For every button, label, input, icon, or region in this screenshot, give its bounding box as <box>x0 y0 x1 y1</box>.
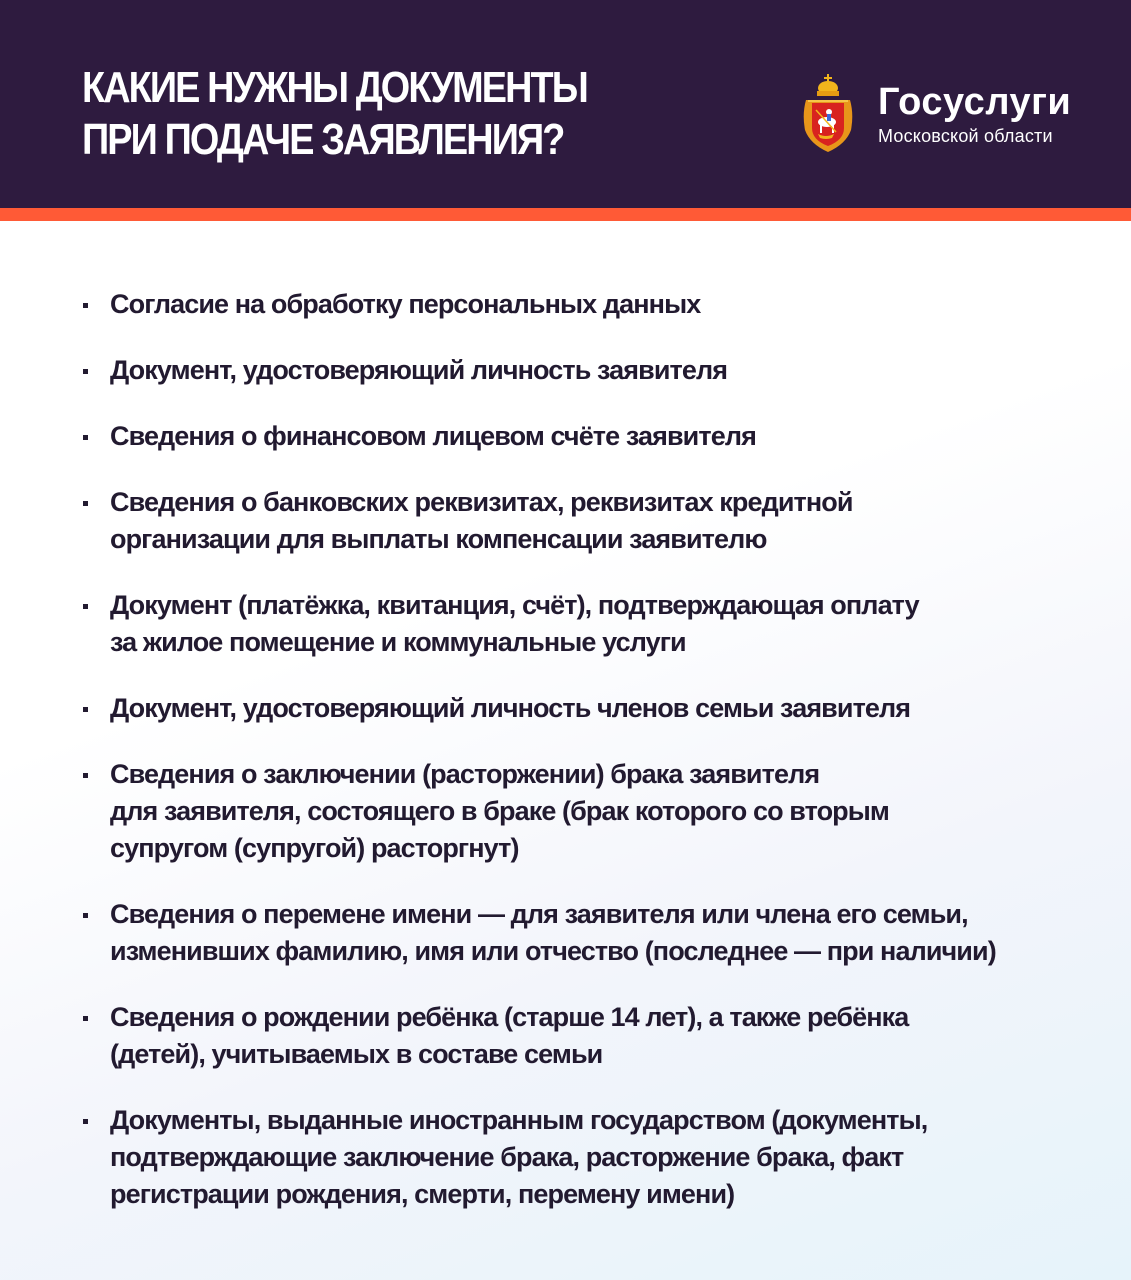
list-item: Сведения о финансовом лицевом счёте заявителя <box>80 418 996 455</box>
bullet-icon <box>83 707 88 712</box>
documents-list <box>80 286 996 1242</box>
bullet-icon <box>83 913 88 918</box>
bullet-icon <box>83 303 88 308</box>
list-item: Согласие на обработку персональных данных <box>80 286 996 323</box>
page-title <box>82 62 587 166</box>
list-item: Сведения о заключении (расторжении) брака заявителя для заявителя, состоящего в браке (брак которого со вторым супругом (супругой) расторгнут) <box>80 756 996 867</box>
bullet-icon <box>83 773 88 778</box>
list-item: Сведения о рождении ребёнка (старше 14 лет), а также ребёнка (детей), учитываемых в составе семьи <box>80 999 996 1073</box>
list-item: Документы, выданные иностранным государством (документы, подтверждающие заключение брака, расторжение брака, факт регистрации рождения, смерти, перемену имени) <box>80 1102 996 1213</box>
accent-stripe <box>0 208 1131 221</box>
bullet-icon <box>83 501 88 506</box>
header-banner <box>0 0 1131 208</box>
list-item: Сведения о банковских реквизитах, реквизитах кредитной организации для выплаты компенсации заявителю <box>80 484 996 558</box>
bullet-icon <box>83 1016 88 1021</box>
bullet-icon <box>83 604 88 609</box>
title-line-1: КАКИЕ НУЖНЫ ДОКУМЕНТЫ <box>82 63 587 112</box>
title-line-2: ПРИ ПОДАЧЕ ЗАЯВЛЕНИЯ? <box>82 115 564 164</box>
list-item: Документ, удостоверяющий личность членов семьи заявителя <box>80 690 996 727</box>
list-item: Сведения о перемене имени — для заявителя или члена его семьи, изменивших фамилию, имя или отчество (последнее — при наличии) <box>80 896 996 970</box>
list-item: Документ (платёжка, квитанция, счёт), подтверждающая оплату за жилое помещение и коммунальные услуги <box>80 587 996 661</box>
logo-name: Госуслуги <box>878 81 1072 123</box>
bullet-icon <box>83 1119 88 1124</box>
moscow-oblast-coat-of-arms-icon <box>800 74 856 154</box>
bullet-icon <box>83 369 88 374</box>
logo-subtitle: Московской области <box>878 126 1053 146</box>
bullet-icon <box>83 435 88 440</box>
list-item: Документ, удостоверяющий личность заявителя <box>80 352 996 389</box>
gosuslugi-logo <box>800 74 1071 154</box>
